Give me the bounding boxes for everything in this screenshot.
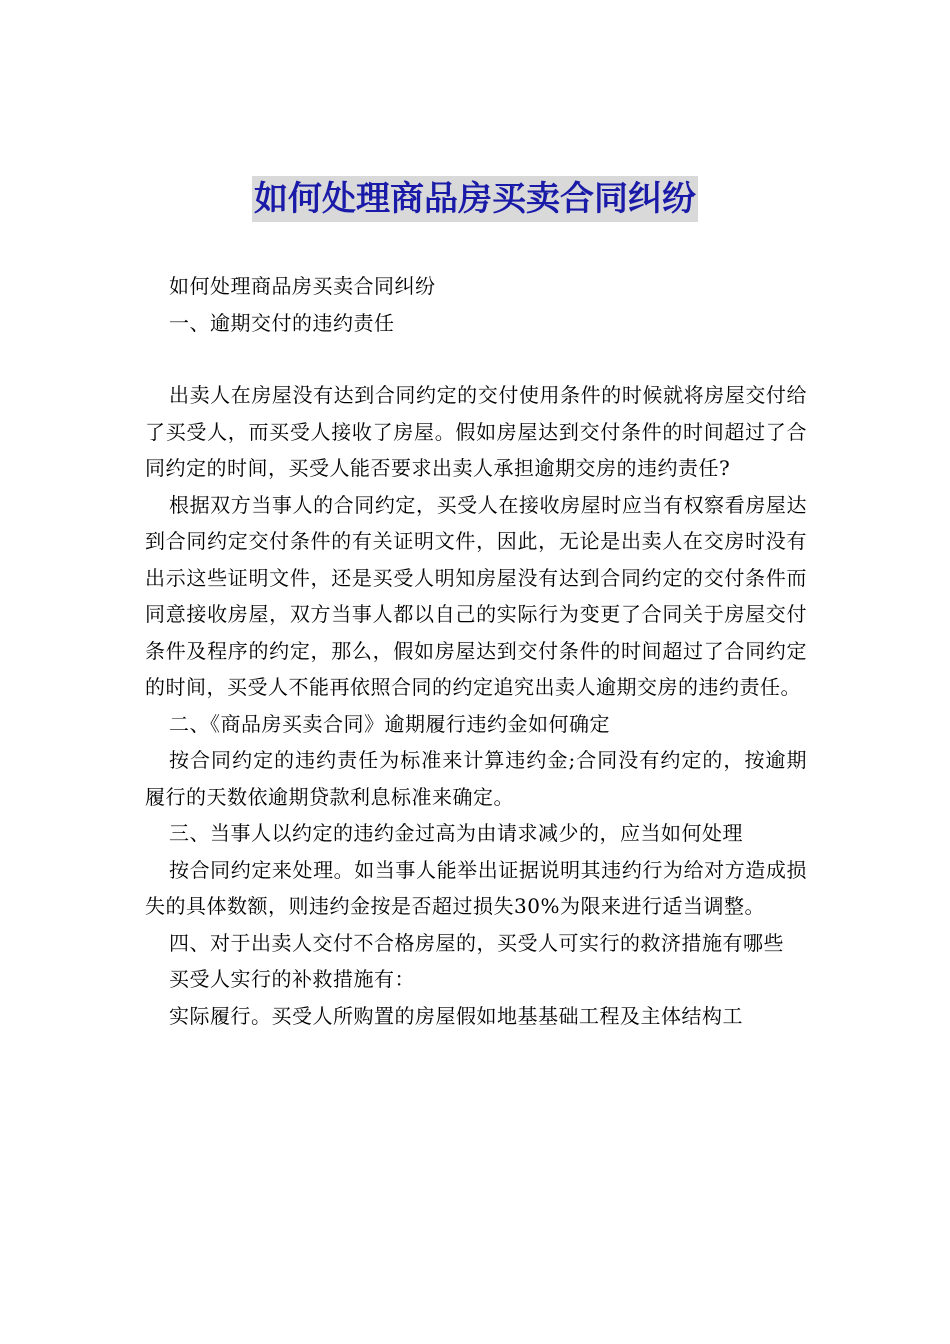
paragraph-heading-4: 四、对于出卖人交付不合格房屋的，买受人可实行的救济措施有哪些	[169, 930, 784, 955]
paragraph-heading-2: 二、《商品房买卖合同》逾期履行违约金如何确定	[169, 711, 610, 736]
blank-line	[145, 341, 807, 377]
paragraph: 按合同约定来处理。如当事人能举出证据说明其违约行为给对方造成损失的具体数额，则违约金按是否超过损失30%为限来进行适当调整。	[145, 857, 807, 918]
title-container	[0, 176, 950, 222]
paragraph-heading-1: 一、逾期交付的违约责任	[169, 310, 395, 335]
paragraph: 出卖人在房屋没有达到合同约定的交付使用条件的时候就将房屋交付给了买受人，而买受人接收了房屋。假如房屋达到交付条件的时间超过了合同约定的时间，买受人能否要求出卖人承担逾期交房的违约责任?	[145, 383, 807, 480]
paragraph-heading-3: 三、当事人以约定的违约金过高为由请求减少的，应当如何处理	[169, 821, 743, 845]
document-title: 如何处理商品房买卖合同纠纷	[252, 176, 698, 222]
document-body	[145, 268, 807, 1034]
paragraph: 买受人实行的补救措施有：	[169, 967, 415, 991]
paragraph-subtitle: 如何处理商品房买卖合同纠纷	[169, 274, 436, 298]
paragraph: 实际履行。买受人所购置的房屋假如地基基础工程及主体结构工	[169, 1003, 743, 1028]
paragraph: 根据双方当事人的合同约定，买受人在接收房屋时应当有权察看房屋达到合同约定交付条件的有关证明文件，因此，无论是出卖人在交房时没有出示这些证明文件，还是买受人明知房屋没有达到合同约定的交付条件而同意接收房屋，双方当事人都以自己的实际行为变更了合同关于房屋交付条件及程序的约定，那么，假如房屋达到交付条件的时间超过了合同约定的时间，买受人不能再依照合同的约定追究出卖人逾期交房的违约责任。	[145, 492, 807, 699]
paragraph: 按合同约定的违约责任为标准来计算违约金;合同没有约定的，按逾期履行的天数依逾期贷款利息标准来确定。	[145, 748, 807, 809]
